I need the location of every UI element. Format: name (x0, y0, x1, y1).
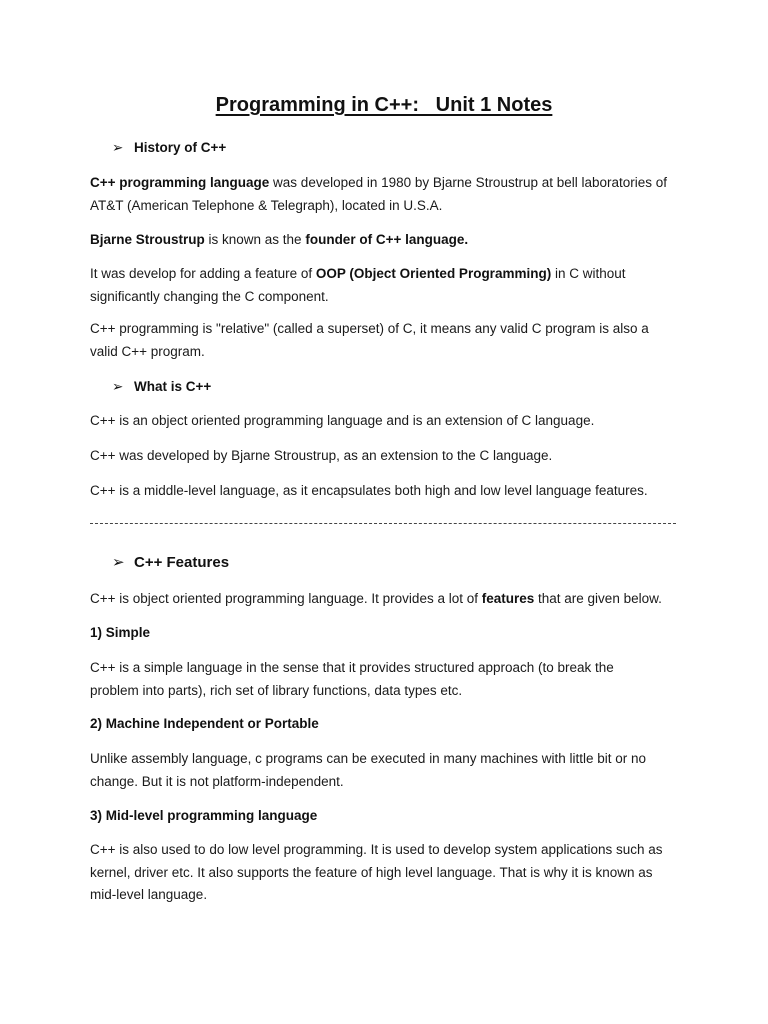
what-is-paragraph-2 (90, 445, 690, 468)
paragraph-text: significantly changing the C component. (90, 288, 329, 304)
bold-text: Bjarne Stroustrup (90, 232, 205, 247)
paragraph-text: C++ was developed by Bjarne Stroustrup, as an extension to the C language. (90, 448, 553, 463)
bold-text: C++ programming language (90, 175, 270, 190)
section-heading-what-is (112, 379, 211, 395)
paragraph-text: C++ is a simple language in the sense that it provides structured approach (to break the (90, 660, 614, 675)
section-heading-features (112, 553, 229, 571)
paragraph-text: C++ is object oriented programming language. It provides a lot of (90, 591, 482, 606)
bullet-arrow-icon: ➢ (112, 379, 124, 394)
paragraph-text: AT&T (American Telephone & Telegraph), located in U.S.A. (90, 197, 443, 213)
features-intro-paragraph (90, 588, 690, 611)
paragraph-text: is known as the (204, 232, 306, 247)
bold-text: founder of C++ language. (305, 232, 469, 247)
paragraph-text: was developed in 1980 by Bjarne Stroustrup at bell laboratories of (269, 175, 668, 190)
feature-heading-midlevel: 3) Mid-level programming language (90, 808, 318, 823)
bold-text: OOP (Object Oriented Programming) (315, 266, 552, 281)
feature-paragraph-simple (90, 657, 690, 702)
history-paragraph-4 (90, 318, 690, 363)
section-heading-label: C++ Features (134, 554, 230, 571)
paragraph-text: C++ is a middle-level language, as it encapsulates both high and low level language features. (90, 483, 648, 498)
paragraph-text: kernel, driver etc. It also supports the feature of high level language. That is why it is known as (90, 864, 653, 880)
feature-heading-simple: 1) Simple (90, 625, 151, 640)
history-paragraph-1 (90, 172, 690, 217)
feature-paragraph-portable (90, 748, 690, 793)
feature-heading-portable: 2) Machine Independent or Portable (90, 716, 319, 731)
paragraph-text: in C without (551, 266, 626, 281)
paragraph-text: mid-level language. (90, 887, 208, 902)
paragraph-text: It was develop for adding a feature of (90, 266, 316, 281)
bullet-arrow-icon: ➢ (112, 140, 124, 155)
history-paragraph-3 (90, 263, 690, 308)
what-is-paragraph-3 (90, 480, 690, 503)
paragraph-text: C++ is also used to do low level programming. It is used to develop system applications such as (90, 842, 663, 857)
paragraph-text: C++ programming is "relative" (called a superset) of C, it means any valid C program is also a (90, 321, 649, 336)
bold-text: features (481, 591, 535, 606)
paragraph-text: Unlike assembly language, c programs can be executed in many machines with little bit or no (90, 751, 647, 766)
what-is-paragraph-1 (90, 410, 690, 433)
paragraph-text: problem into parts), rich set of library functions, data types etc. (90, 682, 463, 698)
section-heading-history (112, 140, 226, 156)
feature-paragraph-midlevel (90, 839, 690, 907)
paragraph-text: change. But it is not platform-independent. (90, 773, 344, 789)
dashed-divider (90, 523, 676, 524)
paragraph-text: C++ is an object oriented programming language and is an extension of C language. (90, 413, 595, 428)
section-heading-label: History of C++ (134, 140, 227, 155)
bullet-arrow-icon: ➢ (112, 554, 125, 571)
section-heading-label: What is C++ (134, 379, 212, 394)
paragraph-text: that are given below. (534, 591, 662, 606)
history-paragraph-2 (90, 229, 690, 252)
paragraph-text: valid C++ program. (90, 343, 205, 359)
page-title: Programming in C++: Unit 1 Notes (215, 94, 553, 116)
